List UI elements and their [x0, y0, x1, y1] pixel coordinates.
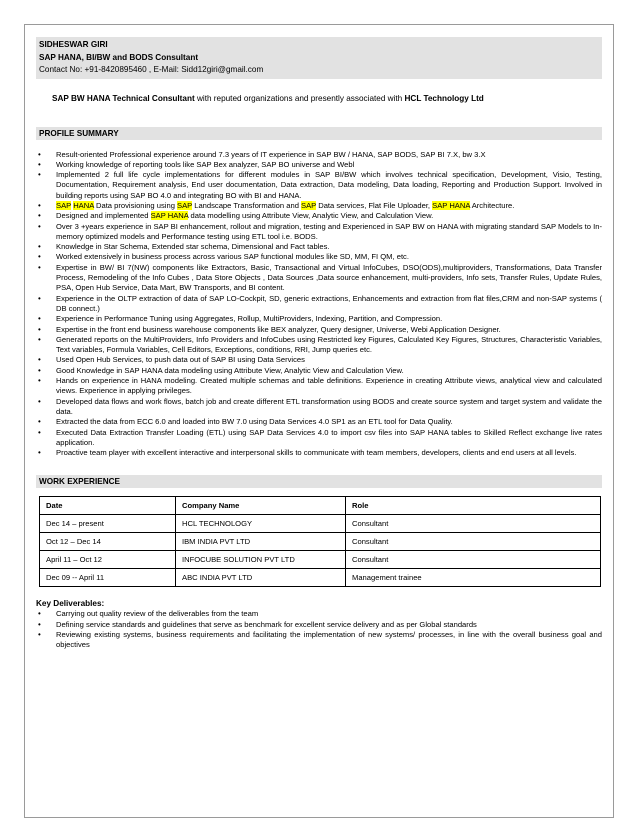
list-item: • Good Knowledge in SAP HANA data modeling using Attribute View, Analytic View and Calculation View. — [36, 366, 602, 376]
intro-role: SAP BW HANA Technical Consultant — [52, 93, 195, 103]
list-item: • Expertise in the front end business warehouse components like BEX analyzer, Query designer, Universe, Webi Application Designer. — [36, 325, 602, 335]
text-span: Landscape Transformation and — [192, 200, 302, 210]
table-cell: HCL TECHNOLOGY — [176, 515, 346, 533]
list-item: • Knowledge in Star Schema, Extended star schema, Dimensional and Fact tables. — [36, 242, 602, 252]
highlight-text: SAP HANA — [150, 211, 189, 221]
resume-content — [36, 37, 602, 651]
list-item: • Expertise in BW/ BI 7(NW) components like Extractors, Basic, Transactional and Virtual InfoCubes, DSO(ODS),multiproviders, Transformations, Data Transfer Process, Remodeling of the Info Cubes , Data Store Objects , Data Sources ,Data source enhancement, multi-providers, Info sets, Transfer Rules, Update Rules, PSA, Open Hub Service, Data Mart, BW Transports, and BI content. — [36, 263, 602, 294]
list-item: • Implemented 2 full life cycle implementations for different modules in SAP BI/BW which involves technical specification, Development, Visio, Testing, Documentation, Requirement analysis, End user documentation, Data extraction, Data modeling, Data loading, Reporting and Production Support. Involved in building reports using SAP BO 4.0 and integrating BO with BI and HANA. — [36, 170, 602, 201]
table-cell: April 11 – Oct 12 — [40, 551, 176, 569]
highlight-text: SAP — [56, 200, 72, 210]
table-cell: Management trainee — [346, 569, 601, 587]
list-item: • Used Open Hub Services, to push data out of SAP BI using Data Services — [36, 355, 602, 365]
list-item: • Defining service standards and guidelines that serve as benchmark for excellent service delivery and as per Global standards — [36, 620, 602, 630]
profile-summary-heading: PROFILE SUMMARY — [36, 127, 602, 140]
table-cell: IBM INDIA PVT LTD — [176, 533, 346, 551]
list-item: • Proactive team player with excellent interactive and interpersonal skills to communicate with team members, developers, clients and end users at all levels. — [36, 448, 602, 458]
text-span: Designed and implemented — [56, 211, 151, 221]
intro-middle: with reputed organizations and presently associated with — [194, 93, 405, 103]
table-row — [40, 551, 601, 569]
work-experience-heading: WORK EXPERIENCE — [36, 475, 602, 488]
candidate-name: SIDHESWAR GIRI — [39, 40, 108, 49]
table-cell: Consultant — [346, 515, 601, 533]
intro-line — [52, 93, 602, 105]
contact-line: Contact No: +91-8420895460 , E-Mail: Sidd12giri@gmail.com — [39, 65, 264, 74]
highlight-text: SAP HANA — [432, 200, 471, 210]
list-item: • Experience in Performance Tuning using Aggregates, Rollup, MultiProviders, Indexing, Partition, and Compression. — [36, 314, 602, 324]
list-item: • Hands on experience in HANA modeling. Created multiple schemas and table definitions. Experience in creating Attribute views, analytical view and calculated views. Experience in applying privileges. — [36, 376, 602, 397]
candidate-title: SAP HANA, BI/BW and BODS Consultant — [39, 52, 199, 62]
list-item: • Developed data flows and work flows, batch job and create different ETL transformation using BODS and create source system and target system and validate the data. — [36, 397, 602, 418]
key-deliverables-heading: Key Deliverables: — [36, 599, 105, 609]
list-item: • Carrying out quality review of the deliverables from the team — [36, 609, 602, 619]
table-row — [40, 515, 601, 533]
list-item: • Result-oriented Professional experience around 7.3 years of IT experience in SAP BW / HANA, SAP BODS, SAP BI 7.X, bw 3.X — [36, 150, 602, 160]
column-header-role: Role — [346, 497, 601, 515]
table-row — [40, 533, 601, 551]
profile-summary-list — [36, 150, 602, 459]
list-item: • Reviewing existing systems, business requirements and facilitating the implementation of new systems/ processes, in line with the overall business goal and objectives — [36, 630, 602, 651]
list-item: • Over 3 +years experience in SAP BI enhancement, rollout and migration, testing and Experienced in SAP BW on HANA with migrating standard SAP Models to In-memory optimized models and Performance testing using ETL tool i.e. BODS. — [36, 222, 602, 243]
list-item: • Extracted the data from ECC 6.0 and loaded into BW 7.0 using Data Services 4.0 SP1 as an ETL tool for Data Quality. — [36, 417, 602, 427]
column-header-date: Date — [40, 497, 176, 515]
text-span: data modelling using Attribute View, Analytic View, and Calculation View. — [188, 211, 434, 221]
list-item: • Experience in the OLTP extraction of data of SAP LO-Cockpit, SD, generic extractions, Enhancements and extraction from flat files,CRM and non-SAP systems ( DB connect.) — [36, 294, 602, 315]
highlight-text: HANA — [73, 200, 94, 210]
table-cell: Dec 09 -- April 11 — [40, 569, 176, 587]
table-header-row — [40, 497, 601, 515]
key-deliverables-list — [36, 609, 602, 650]
header-block — [36, 37, 602, 79]
list-item: • Executed Data Extraction Transfer Loading (ETL) using SAP Data Services 4.0 to import csv files into SAP HANA tables to Skilled Reflect exchange live rates application. — [36, 428, 602, 449]
list-item — [36, 211, 602, 221]
column-header-company: Company Name — [176, 497, 346, 515]
text-span: Architecture. — [470, 200, 515, 210]
resume-page — [24, 24, 614, 818]
table-cell: ABC INDIA PVT LTD — [176, 569, 346, 587]
list-item: • Generated reports on the MultiProviders, Info Providers and InfoCubes using Restricted key Figures, Calculated Key Figures, Structures, Characteristic Variables, Text variables, Formula Variables, Cell Editors, Exceptions, conditions, RRI, Jump queries etc. — [36, 335, 602, 356]
text-span: Data services, Flat File Uploader, — [316, 200, 433, 210]
highlight-text: SAP — [177, 200, 193, 210]
list-item — [36, 201, 602, 211]
text-span: Data provisioning using — [93, 200, 178, 210]
table-cell: Consultant — [346, 551, 601, 569]
list-item: • Working knowledge of reporting tools like SAP Bex analyzer, SAP BO universe and Webl — [36, 160, 602, 170]
work-experience-table — [39, 496, 601, 587]
table-cell: Dec 14 – present — [40, 515, 176, 533]
table-cell: INFOCUBE SOLUTION PVT LTD — [176, 551, 346, 569]
table-row — [40, 569, 601, 587]
table-cell: Oct 12 – Dec 14 — [40, 533, 176, 551]
intro-company: HCL Technology Ltd — [404, 93, 484, 103]
highlight-text: SAP — [301, 200, 317, 210]
table-cell: Consultant — [346, 533, 601, 551]
list-item: • Worked extensively in business process across various SAP functional modules like SD, MM, FI QM, etc. — [36, 252, 602, 262]
